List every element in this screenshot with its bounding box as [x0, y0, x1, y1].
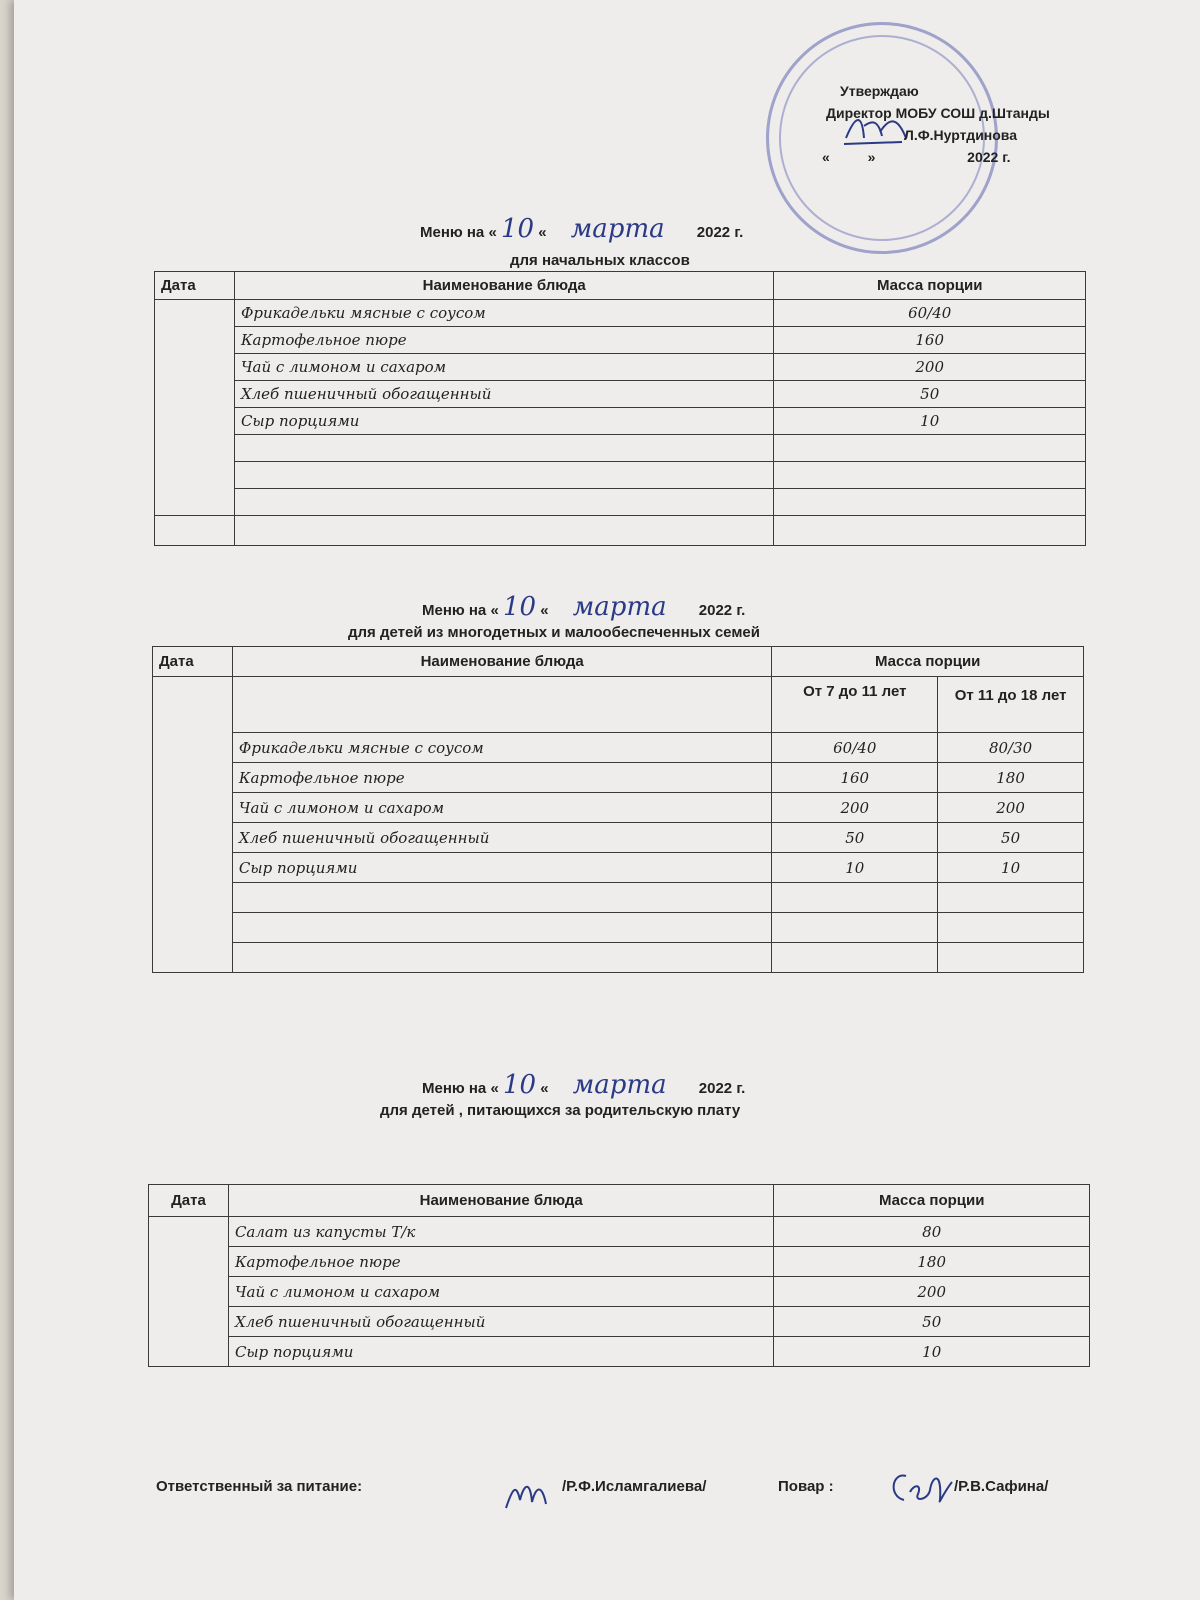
- header-portion-mass: Масса порции: [772, 647, 1084, 677]
- responsible-signature: [502, 1470, 558, 1514]
- table-header: [149, 1185, 1090, 1217]
- portion-mass: 200: [774, 354, 1086, 381]
- menu-month: марта: [572, 592, 667, 622]
- approval-block: [822, 80, 1132, 168]
- dish-name: Хлеб пшеничный обогащенный: [234, 381, 773, 408]
- dish-name: Сыр порциями: [232, 853, 771, 883]
- table-row: [153, 763, 1084, 793]
- menu-table-large-families: [152, 646, 1084, 973]
- table-row: [155, 381, 1086, 408]
- portion-mass-7-11: 160: [772, 763, 938, 793]
- table-row: [149, 1337, 1090, 1367]
- portion-mass: 50: [774, 381, 1086, 408]
- portion-mass-7-11: 50: [772, 823, 938, 853]
- portion-mass-11-18: 50: [938, 823, 1084, 853]
- table-row-empty: [153, 913, 1084, 943]
- header-dish-name: Наименование блюда: [234, 272, 773, 300]
- dish-name: Фрикадельки мясные с соусом: [234, 300, 773, 327]
- portion-mass: 80: [774, 1217, 1090, 1247]
- menu-month: марта: [570, 214, 665, 244]
- table-row: [153, 733, 1084, 763]
- table-row: [149, 1277, 1090, 1307]
- menu-title-large-families: Меню на « 10 « марта 2022 г.: [422, 592, 746, 622]
- portion-mass: 160: [774, 327, 1086, 354]
- menu-table-paid: [148, 1184, 1090, 1367]
- menu-day: 10: [502, 592, 537, 622]
- table-row-empty: [155, 516, 1086, 546]
- dish-name: Чай с лимоном и сахаром: [228, 1277, 773, 1307]
- document-sheet: [14, 0, 1200, 1600]
- table-row-empty: [153, 883, 1084, 913]
- header-dish-name: Наименование блюда: [232, 647, 771, 677]
- table-row: [155, 408, 1086, 435]
- approval-director-name: Л.Ф.Нуртдинова: [904, 127, 1018, 143]
- portion-mass: 10: [774, 408, 1086, 435]
- portion-mass: 10: [774, 1337, 1090, 1367]
- responsible-label: Ответственный за питание:: [156, 1478, 363, 1495]
- portion-mass: 200: [774, 1277, 1090, 1307]
- table-row: [153, 853, 1084, 883]
- portion-mass-11-18: 80/30: [938, 733, 1084, 763]
- table-row: [153, 823, 1084, 853]
- table-row: [155, 354, 1086, 381]
- menu-title-paid: Меню на « 10 « марта 2022 г.: [422, 1070, 746, 1100]
- table-row-empty: [155, 435, 1086, 462]
- dish-name: Картофельное пюре: [228, 1247, 773, 1277]
- portion-mass-7-11: 200: [772, 793, 938, 823]
- menu-subtitle-large-families: для детей из многодетных и малообеспеченных семей: [348, 624, 760, 641]
- responsible-name: /Р.Ф.Исламгалиева/: [562, 1478, 707, 1495]
- table-row: [149, 1217, 1090, 1247]
- approval-title: Утверждаю: [840, 83, 919, 99]
- header-portion-mass: Масса порции: [774, 1185, 1090, 1217]
- dish-name: Фрикадельки мясные с соусом: [232, 733, 771, 763]
- dish-name: Хлеб пшеничный обогащенный: [228, 1307, 773, 1337]
- date-cell: [153, 677, 233, 973]
- header-date: Дата: [155, 272, 235, 300]
- portion-mass-11-18: 200: [938, 793, 1084, 823]
- cook-signature: [884, 1462, 960, 1510]
- header-date: Дата: [153, 647, 233, 677]
- menu-subtitle-paid: для детей , питающихся за родительскую плату: [380, 1102, 741, 1119]
- dish-name: Сыр порциями: [228, 1337, 773, 1367]
- portion-mass-11-18: 10: [938, 853, 1084, 883]
- approval-position: Директор МОБУ СОШ д.Штанды: [826, 105, 1050, 121]
- menu-day: 10: [502, 1070, 537, 1100]
- table-row: [149, 1307, 1090, 1337]
- cook-name: /Р.В.Сафина/: [954, 1478, 1049, 1495]
- cook-label: Повар :: [778, 1478, 834, 1495]
- dish-name: Салат из капусты Т/к: [228, 1217, 773, 1247]
- dish-name: Чай с лимоном и сахаром: [234, 354, 773, 381]
- table-subheader: [153, 677, 1084, 733]
- portion-mass-7-11: 60/40: [772, 733, 938, 763]
- dish-name: Картофельное пюре: [232, 763, 771, 793]
- date-cell: [149, 1217, 229, 1367]
- header-dish-name: Наименование блюда: [228, 1185, 773, 1217]
- menu-subtitle-primary: для начальных классов: [510, 252, 690, 269]
- menu-day: 10: [500, 214, 535, 244]
- portion-mass: 180: [774, 1247, 1090, 1277]
- table-row: [153, 793, 1084, 823]
- header-portion-mass: Масса порции: [774, 272, 1086, 300]
- header-date: Дата: [149, 1185, 229, 1217]
- portion-mass: 60/40: [774, 300, 1086, 327]
- portion-mass: 50: [774, 1307, 1090, 1337]
- table-row-empty: [153, 943, 1084, 973]
- table-row: [155, 300, 1086, 327]
- header-age-7-11: От 7 до 11 лет: [772, 677, 938, 733]
- date-cell: [155, 300, 235, 516]
- portion-mass-7-11: 10: [772, 853, 938, 883]
- portion-mass-11-18: 180: [938, 763, 1084, 793]
- dish-name: Хлеб пшеничный обогащенный: [232, 823, 771, 853]
- dish-name: Сыр порциями: [234, 408, 773, 435]
- header-age-11-18: От 11 до 18 лет: [938, 677, 1084, 733]
- menu-table-primary: [154, 271, 1086, 546]
- table-row: [149, 1247, 1090, 1277]
- table-row-empty: [155, 462, 1086, 489]
- dish-name: Картофельное пюре: [234, 327, 773, 354]
- dish-name: Чай с лимоном и сахаром: [232, 793, 771, 823]
- table-header: [153, 647, 1084, 677]
- table-row: [155, 327, 1086, 354]
- table-row-empty: [155, 489, 1086, 516]
- approval-date-line: « » 2022 г.: [822, 149, 1011, 165]
- menu-month: марта: [572, 1070, 667, 1100]
- menu-title-primary: Меню на « 10 « марта 2022 г.: [420, 214, 744, 244]
- table-header: [155, 272, 1086, 300]
